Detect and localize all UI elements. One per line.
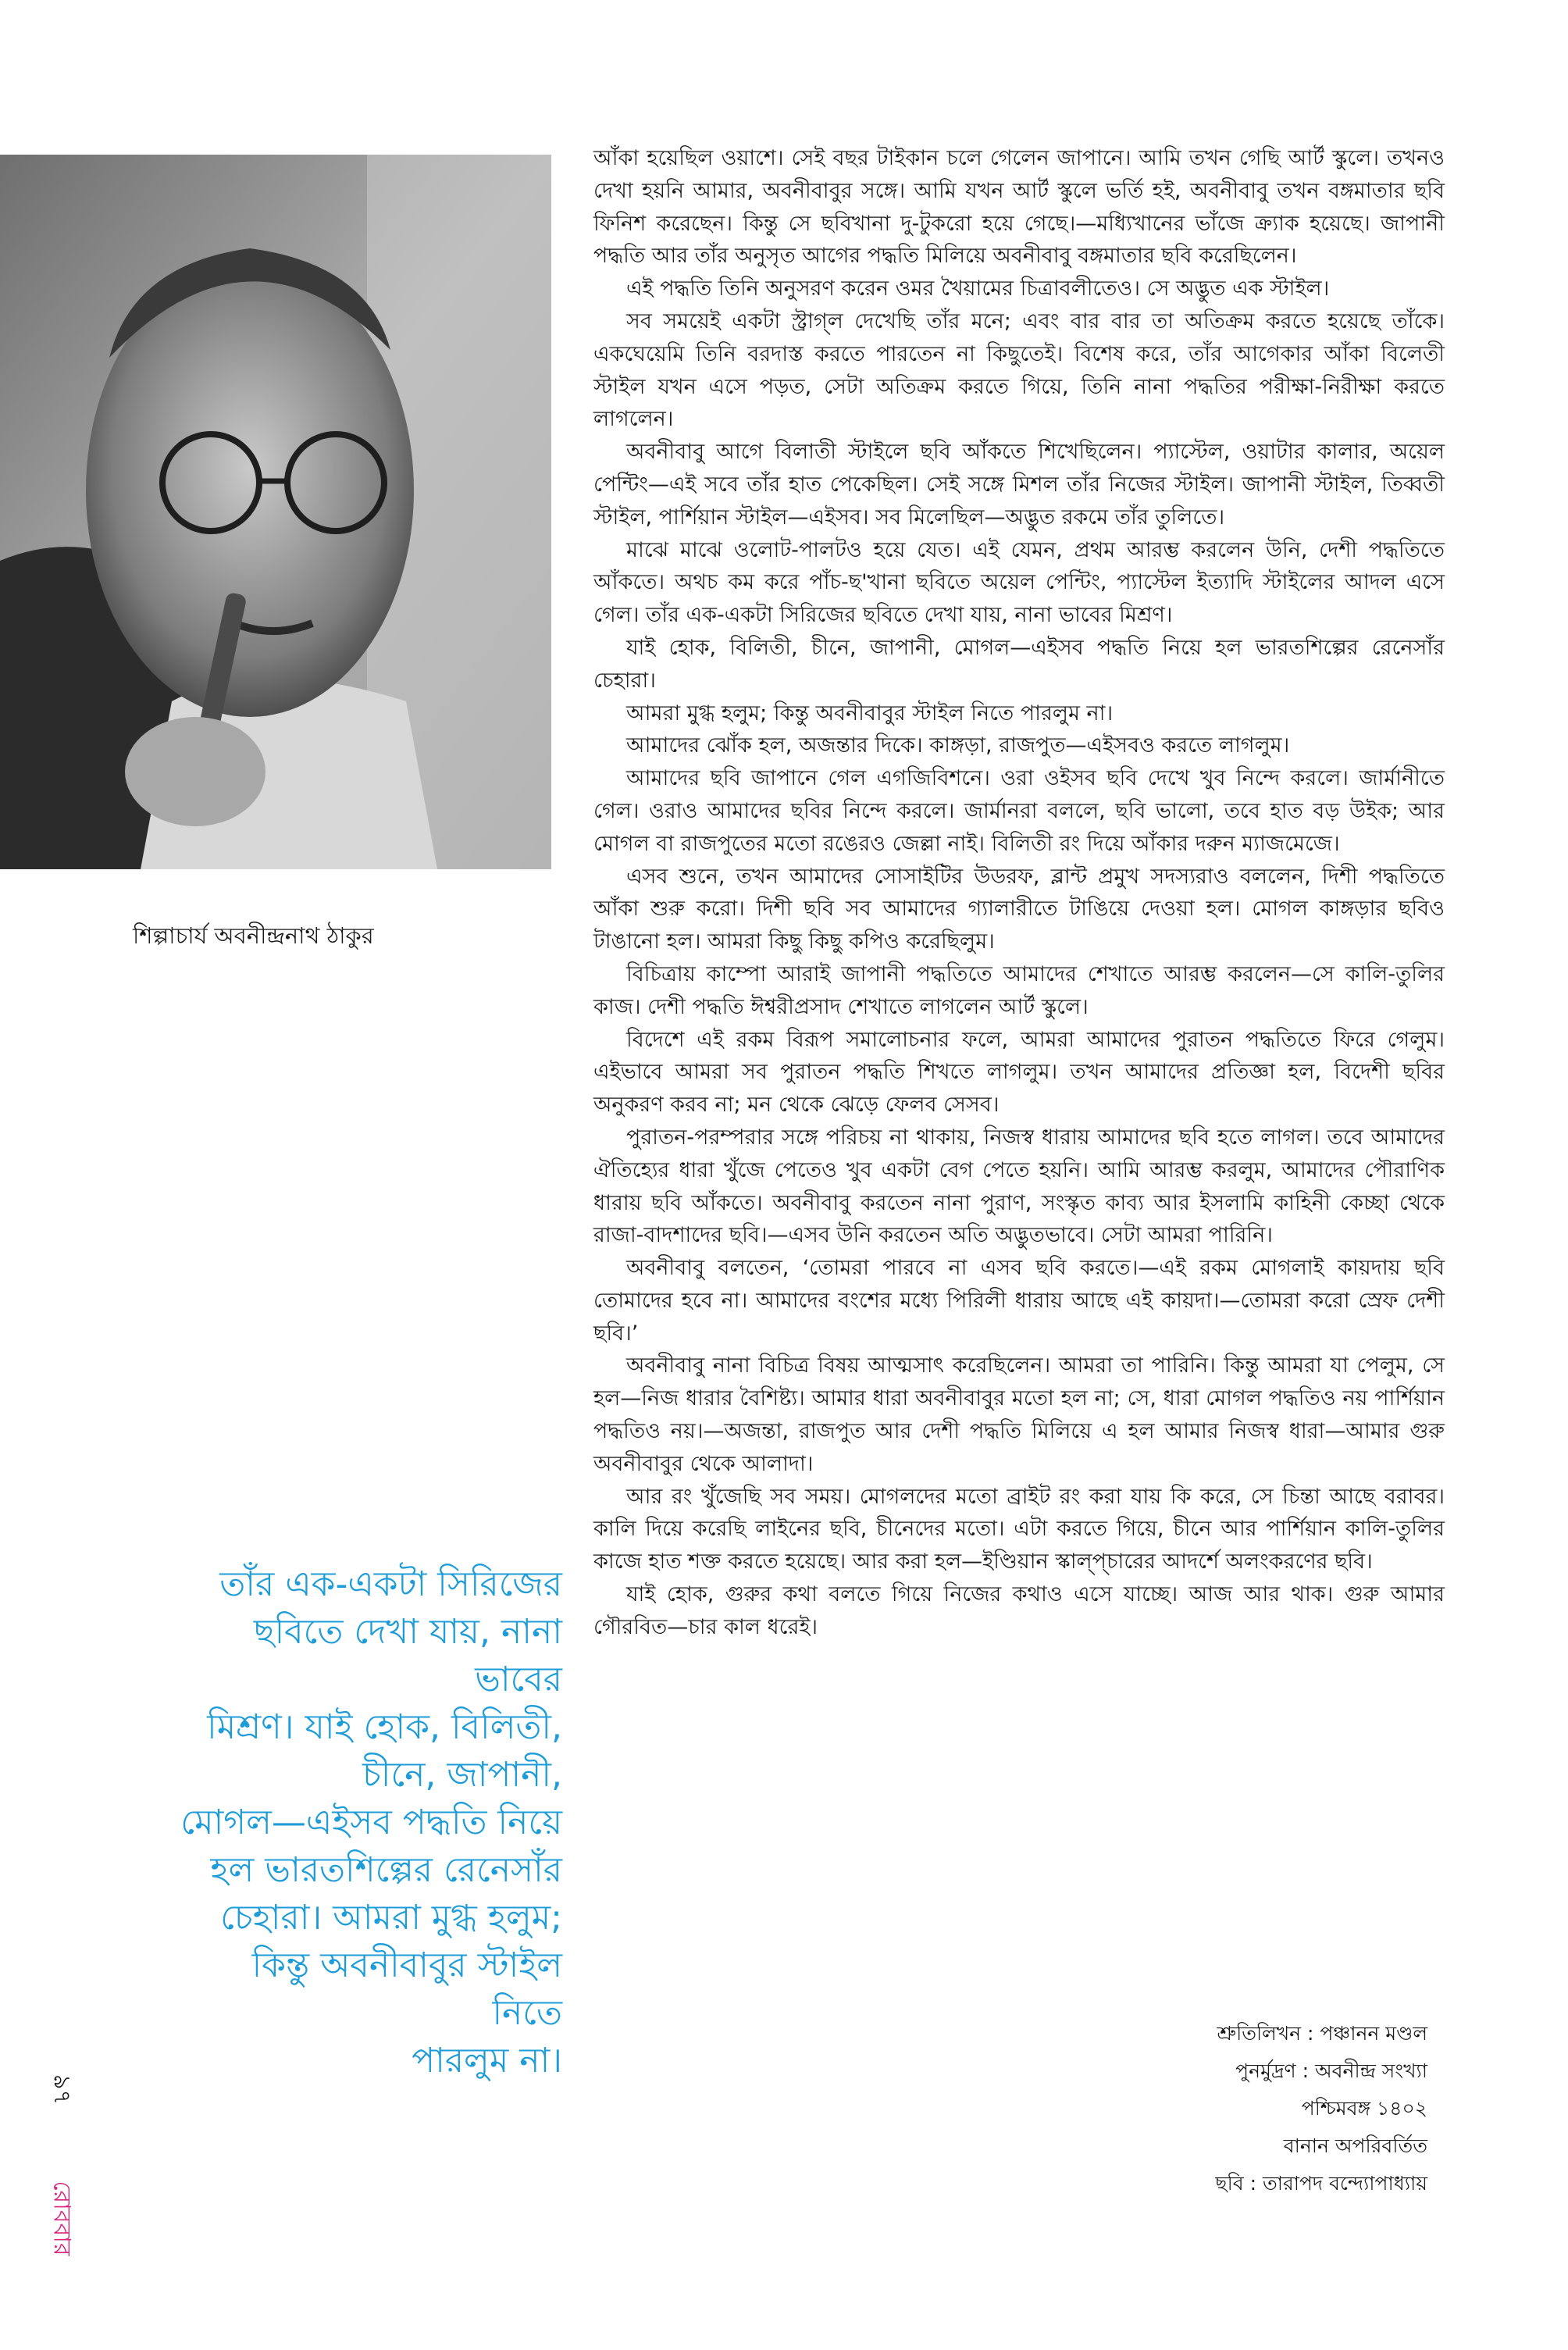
credit-line: বানান অপরিবর্তিত bbox=[1283, 2134, 1427, 2157]
pull-quote bbox=[180, 1560, 562, 2084]
pull-quote-line: কিন্তু অবনীবাবুর স্টাইল নিতে bbox=[251, 1945, 562, 2033]
pull-quote-line: মোগল—এইসব পদ্ধতি নিয়ে bbox=[180, 1803, 562, 1842]
pull-quote-line: হল ভারতশিল্পের রেনেসাঁর bbox=[210, 1850, 562, 1890]
credits-block bbox=[1021, 2015, 1427, 2202]
body-paragraph: অবনীবাবু আগে বিলাতী স্টাইলে ছবি আঁকতে শিখেছিলেন। প্যাস্টেল, ওয়াটার কালার, অয়েল পেন্টিং—এই সবে তাঁর হাত পেকেছিল। সেই সঙ্গে মিশল তাঁর নিজের স্টাইল। জাপানী স্টাইল, তিব্বতী স্টাইল, পার্শিয়ান স্টাইল—এইসব। সব মিলেছিল—অদ্ভুত রকমে তাঁর তুলিতে। bbox=[593, 440, 1445, 530]
portrait-image bbox=[0, 155, 551, 869]
body-paragraph: যাই হোক, গুরুর কথা বলতে গিয়ে নিজের কথাও এসে যাচ্ছে। আজ আর থাক। গুরু আমার গৌরবিত—চার কাল ধরেই। bbox=[593, 1582, 1445, 1639]
body-paragraph: আমরা মুগ্ধ হলুম; কিন্তু অবনীবাবুর স্টাইল নিতে পারলুম না। bbox=[626, 701, 1114, 726]
body-paragraph: বিদেশে এই রকম বিরূপ সমালোচনার ফলে, আমরা আমাদের পুরাতন পদ্ধতিতে ফিরে গেলুম। এইভাবে আমরা সব পুরাতন পদ্ধতি শিখতে লাগলুম। তখন আমাদের প্রতিজ্ঞা হল, বিদেশী ছবির অনুকরণ করব না; মন থেকে ঝেড়ে ফেলব সেসব। bbox=[593, 1027, 1445, 1118]
photo-caption: শিল্পাচার্য অবনীন্দ্রনাথ ঠাকুর bbox=[133, 922, 374, 949]
body-paragraph: অবনীবাবু নানা বিচিত্র বিষয় আত্মসাৎ করেছিলেন। আমরা তা পারিনি। কিন্তু আমরা যা পেলুম, সে হল—নিজ ধারার বৈশিষ্ট্য। আমার ধারা অবনীবাবুর মতো হল না; সে, ধারা মোগল পদ্ধতিও নয় পার্শিয়ান পদ্ধতিও নয়।—অজন্তা, রাজপুত আর দেশী পদ্ধতি মিলিয়ে এ হল আমার নিজস্ব ধারা—আমার গুরু অবনীবাবুর থেকে আলাদা। bbox=[593, 1353, 1445, 1476]
pull-quote-line: মিশ্রণ। যাই হোক, বিলিতী, bbox=[207, 1707, 562, 1747]
credit-line: পুনর্মুদ্রণ : অবনীন্দ্র সংখ্যা bbox=[1235, 2059, 1427, 2082]
pull-quote-line: পারলুম না। bbox=[412, 2041, 562, 2081]
pull-quote-line: চীনে, জাপানী, bbox=[362, 1755, 562, 1795]
magazine-name: রোববার bbox=[48, 2181, 76, 2256]
pull-quote-line: চেহারা। আমরা মুগ্ধ হলুম; bbox=[220, 1898, 562, 1938]
body-paragraph: মাঝে মাঝে ওলোট-পালটও হয়ে যেত। এই যেমন, প্রথম আরম্ভ করলেন উনি, দেশী পদ্ধতিতে আঁকতে। অথচ কম করে পাঁচ-ছ'খানা ছবিতে অয়েল পেন্টিং, প্যাস্টেল ইত্যাদি স্টাইলের আদল এসে গেল। তাঁর এক-একটা সিরিজের ছবিতে দেখা যায়, নানা ভাবের মিশ্রণ। bbox=[593, 537, 1445, 628]
body-paragraph: এসব শুনে, তখন আমাদের সোসাইটির উডরফ, ব্লান্ট প্রমুখ সদস্যরাও বললেন, দিশী পদ্ধতিতে আঁকা শুরু করো। দিশী ছবি সব আমাদের গ্যালারীতে টাঙিয়ে দেওয়া হল। মোগল কাঙ্গড়ার ছবিও টাঙানো হল। আমরা কিছু কিছু কপিও করেছিলুম। bbox=[593, 864, 1445, 954]
body-paragraph: যাই হোক, বিলিতী, চীনে, জাপানী, মোগল—এইসব পদ্ধতি নিয়ে হল ভারতশিল্পের রেনেসাঁর চেহারা। bbox=[593, 635, 1445, 693]
page-folio bbox=[37, 2062, 84, 2296]
credit-line: ছবি : তারাপদ বন্দ্যোপাধ্যায় bbox=[1215, 2172, 1427, 2195]
body-paragraph: সব সময়েই একটা স্ট্রাগ্‌ল দেখেছি তাঁর মনে; এবং বার বার তা অতিক্রম করতে হয়েছে তাঁকে। একঘেয়েমি তিনি বরদাস্ত করতে পারতেন না কিছুতেই। বিশেষ করে, তাঁর আগেকার আঁকা বিলেতী স্টাইল যখন এসে পড়ত, সেটা অতিক্রম করতে গিয়ে, তিনি নানা পদ্ধতির পরীক্ষা-নিরীক্ষা করতে লাগলেন। bbox=[593, 308, 1445, 432]
pull-quote-line: তাঁর এক-একটা সিরিজের bbox=[219, 1564, 562, 1604]
body-paragraph: এই পদ্ধতি তিনি অনুসরণ করেন ওমর খৈয়ামের চিত্রাবলীতেও। সে অদ্ভুত এক স্টাইল। bbox=[626, 276, 1330, 301]
body-paragraph: আঁকা হয়েছিল ওয়াশে। সেই বছর টাইকান চলে গেলেন জাপানে। আমি তখন গেছি আর্ট স্কুলে। তখনও দেখা হয়নি আমার, অবনীবাবুর সঙ্গে। আমি যখন আর্ট স্কুলে ভর্তি হই, অবনীবাবু তখন বঙ্গমাতার ছবি ফিনিশ করেছেন। কিন্তু সে ছবিখানা দু-টুকরো হয়ে গেছে।—মধ্যিখানের ভাঁজে ক্র্যাক হয়েছে। জাপানী পদ্ধতি আর তাঁর অনুসৃত আগের পদ্ধতি মিলিয়ে অবনীবাবু বঙ্গমাতার ছবি করেছিলেন। bbox=[593, 146, 1445, 269]
body-paragraph: আমাদের ছবি জাপানে গেল এগজিবিশনে। ওরা ওইসব ছবি দেখে খুব নিন্দে করলে। জার্মানীতে গেল। ওরাও আমাদের ছবির নিন্দে করলে। জার্মানরা বললে, ছবি ভালো, তবে হাত বড় উইক; আর মোগল বা রাজপুতের মতো রঙেরও জেল্লা নাই। বিলিতী রং দিয়ে আঁকার দরুন ম্যাজমেজে। bbox=[593, 766, 1445, 856]
body-paragraph: অবনীবাবু বলতেন, ‘তোমরা পারবে না এসব ছবি করতে।—এই রকম মোগলাই কায়দায় ছবি তোমাদের হবে না। আমাদের বংশের মধ্যে পিরিলী ধারায় আছে এই কায়দা।—তোমরা করো স্রেফ দেশী ছবি।’ bbox=[593, 1256, 1445, 1346]
article-body bbox=[593, 142, 1445, 1644]
portrait-photo bbox=[0, 155, 551, 869]
body-paragraph: পুরাতন-পরম্পরার সঙ্গে পরিচয় না থাকায়, নিজস্ব ধারায় আমাদের ছবি হতে লাগল। তবে আমাদের ঐতিহ্যের ধারা খুঁজে পেতেও খুব একটা বেগ পেতে হয়নি। আমি আরম্ভ করলুম, আমাদের পৌরাণিক ধারায় ছবি আঁকতে। অবনীবাবু করতেন নানা পুরাণ, সংস্কৃত কাব্য আর ইসলামি কাহিনী কেচ্ছা থেকে রাজা-বাদশাদের ছবি।—এসব উনি করতেন অতি অদ্ভুতভাবে। সেটা আমরা পারিনি। bbox=[593, 1125, 1445, 1248]
credit-line: শ্রুতিলিখন : পঞ্চানন মণ্ডল bbox=[1217, 2022, 1427, 2045]
body-paragraph: বিচিত্রায় কাম্পো আরাই জাপানী পদ্ধতিতে আমাদের শেখাতে আরম্ভ করলেন—সে কালি-তুলির কাজ। দেশী পদ্ধতি ঈশ্বরীপ্রসাদ শেখাতে লাগলেন আর্ট স্কুলে। bbox=[593, 961, 1445, 1019]
body-paragraph: আমাদের ঝোঁক হল, অজন্তার দিকে। কাঙ্গড়া, রাজপুত—এইসবও করতে লাগলুম। bbox=[626, 733, 1290, 758]
body-paragraph: আর রং খুঁজেছি সব সময়। মোগলদের মতো ব্রাইট রং করা যায় কি করে, সে চিন্তা আছে বরাবর। কালি দিয়ে করেছি লাইনের ছবি, চীনেদের মতো। এটা করতে গিয়ে, চীনে আর পার্শিয়ান কালি-তুলির কাজে হাত শক্ত করতে হয়েছে। আর করা হল—ইণ্ডিয়ান স্কাল্‌প্চারের আদর্শে অলংকরণের ছবি। bbox=[593, 1484, 1445, 1574]
credit-line: পশ্চিমবঙ্গ ১৪০২ bbox=[1301, 2097, 1427, 2120]
pull-quote-line: ছবিতে দেখা যায়, নানা ভাবের bbox=[253, 1612, 562, 1699]
page-number: ৯৭ bbox=[48, 2074, 76, 2105]
